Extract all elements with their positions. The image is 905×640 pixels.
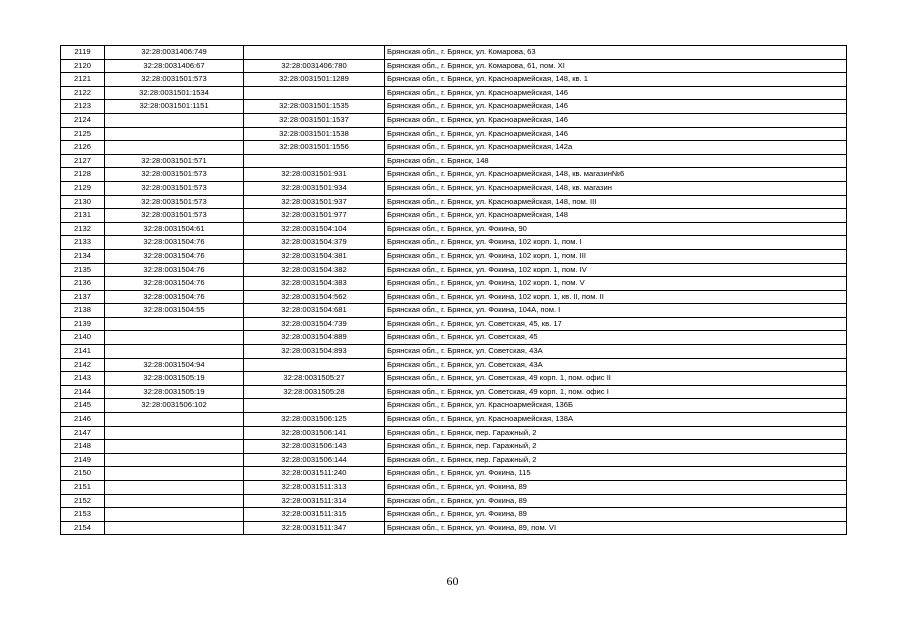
land-cadastral-cell: 32:28:0031501:573 [105, 209, 244, 223]
table-row [61, 195, 847, 209]
land-cadastral-cell: 32:28:0031504:76 [105, 263, 244, 277]
address-cell: Брянская обл., г. Брянск, ул. Красноармейская, 146 [385, 113, 847, 127]
table-row [61, 46, 847, 60]
table-row [61, 426, 847, 440]
building-cadastral-cell: 32:28:0031406:780 [244, 59, 385, 73]
table-row [61, 453, 847, 467]
table-row [61, 113, 847, 127]
table-body [61, 46, 847, 535]
land-cadastral-cell: 32:28:0031505:19 [105, 385, 244, 399]
row-number-cell: 2141 [61, 345, 105, 359]
row-number-cell: 2140 [61, 331, 105, 345]
land-cadastral-cell: 32:28:0031501:571 [105, 154, 244, 168]
table-row [61, 59, 847, 73]
building-cadastral-cell: 32:28:0031511:347 [244, 521, 385, 535]
address-cell: Брянская обл., г. Брянск, ул. Фокина, 89, пом. VI [385, 521, 847, 535]
address-cell: Брянская обл., г. Брянск, ул. Фокина, 89 [385, 494, 847, 508]
address-cell: Брянская обл., г. Брянск, ул. Красноармейская, 136Б [385, 399, 847, 413]
table-row [61, 399, 847, 413]
address-cell: Брянская обл., г. Брянск, пер. Гаражный, 2 [385, 453, 847, 467]
building-cadastral-cell: 32:28:0031504:893 [244, 345, 385, 359]
land-cadastral-cell [105, 426, 244, 440]
land-cadastral-cell [105, 413, 244, 427]
row-number-cell: 2144 [61, 385, 105, 399]
building-cadastral-cell [244, 358, 385, 372]
address-cell: Брянская обл., г. Брянск, ул. Советская, 43А [385, 345, 847, 359]
building-cadastral-cell: 32:28:0031504:681 [244, 304, 385, 318]
address-cell: Брянская обл., г. Брянск, ул. Красноармейская, 142а [385, 141, 847, 155]
land-cadastral-cell [105, 440, 244, 454]
page-number: 60 [446, 574, 459, 588]
land-cadastral-cell: 32:28:0031506:102 [105, 399, 244, 413]
row-number-cell: 2152 [61, 494, 105, 508]
row-number-cell: 2147 [61, 426, 105, 440]
address-cell: Брянская обл., г. Брянск, ул. Фокина, 89 [385, 508, 847, 522]
row-number-cell: 2119 [61, 46, 105, 60]
row-number-cell: 2127 [61, 154, 105, 168]
building-cadastral-cell: 32:28:0031505:28 [244, 385, 385, 399]
row-number-cell: 2142 [61, 358, 105, 372]
land-cadastral-cell: 32:28:0031406:67 [105, 59, 244, 73]
land-cadastral-cell [105, 331, 244, 345]
building-cadastral-cell: 32:28:0031501:937 [244, 195, 385, 209]
row-number-cell: 2145 [61, 399, 105, 413]
row-number-cell: 2136 [61, 277, 105, 291]
land-cadastral-cell: 32:28:0031501:1534 [105, 86, 244, 100]
row-number-cell: 2130 [61, 195, 105, 209]
land-cadastral-cell [105, 481, 244, 495]
table-row [61, 127, 847, 141]
land-cadastral-cell [105, 141, 244, 155]
land-cadastral-cell [105, 113, 244, 127]
table-row [61, 331, 847, 345]
land-cadastral-cell: 32:28:0031505:19 [105, 372, 244, 386]
table-row [61, 304, 847, 318]
building-cadastral-cell: 32:28:0031504:562 [244, 290, 385, 304]
table-row [61, 290, 847, 304]
property-table [60, 45, 847, 535]
land-cadastral-cell: 32:28:0031501:573 [105, 195, 244, 209]
row-number-cell: 2143 [61, 372, 105, 386]
building-cadastral-cell: 32:28:0031501:931 [244, 168, 385, 182]
table-row [61, 236, 847, 250]
building-cadastral-cell: 32:28:0031504:739 [244, 317, 385, 331]
table-row [61, 222, 847, 236]
address-cell: Брянская обл., г. Брянск, ул. Фокина, 102 корп. 1, пом. V [385, 277, 847, 291]
land-cadastral-cell: 32:28:0031501:1151 [105, 100, 244, 114]
table-row [61, 372, 847, 386]
table-row [61, 345, 847, 359]
building-cadastral-cell: 32:28:0031504:889 [244, 331, 385, 345]
row-number-cell: 2132 [61, 222, 105, 236]
row-number-cell: 2124 [61, 113, 105, 127]
building-cadastral-cell: 32:28:0031506:125 [244, 413, 385, 427]
row-number-cell: 2122 [61, 86, 105, 100]
building-cadastral-cell: 32:28:0031505:27 [244, 372, 385, 386]
land-cadastral-cell [105, 317, 244, 331]
address-cell: Брянская обл., г. Брянск, ул. Красноармейская, 138А [385, 413, 847, 427]
building-cadastral-cell: 32:28:0031501:934 [244, 181, 385, 195]
building-cadastral-cell: 32:28:0031506:144 [244, 453, 385, 467]
building-cadastral-cell: 32:28:0031504:379 [244, 236, 385, 250]
address-cell: Брянская обл., г. Брянск, ул. Красноармейская, 148, кв. 1 [385, 73, 847, 87]
address-cell: Брянская обл., г. Брянск, ул. Красноармейская, 146 [385, 86, 847, 100]
row-number-cell: 2151 [61, 481, 105, 495]
table-row [61, 413, 847, 427]
address-cell: Брянская обл., г. Брянск, ул. Красноармейская, 148, кв. магазин [385, 181, 847, 195]
land-cadastral-cell: 32:28:0031504:76 [105, 277, 244, 291]
address-cell: Брянская обл., г. Брянск, ул. Советская, 45, кв. 17 [385, 317, 847, 331]
land-cadastral-cell: 32:28:0031501:573 [105, 168, 244, 182]
building-cadastral-cell: 32:28:0031501:977 [244, 209, 385, 223]
table-row [61, 86, 847, 100]
row-number-cell: 2133 [61, 236, 105, 250]
table-row [61, 317, 847, 331]
address-cell: Брянская обл., г. Брянск, ул. Красноармейская, 146 [385, 100, 847, 114]
building-cadastral-cell: 32:28:0031506:141 [244, 426, 385, 440]
table-row [61, 494, 847, 508]
building-cadastral-cell: 32:28:0031501:1537 [244, 113, 385, 127]
land-cadastral-cell [105, 127, 244, 141]
building-cadastral-cell: 32:28:0031504:104 [244, 222, 385, 236]
building-cadastral-cell: 32:28:0031511:240 [244, 467, 385, 481]
land-cadastral-cell: 32:28:0031504:76 [105, 249, 244, 263]
table-row [61, 263, 847, 277]
table-row [61, 154, 847, 168]
building-cadastral-cell: 32:28:0031511:315 [244, 508, 385, 522]
table-row [61, 100, 847, 114]
land-cadastral-cell: 32:28:0031504:55 [105, 304, 244, 318]
row-number-cell: 2128 [61, 168, 105, 182]
table-row [61, 521, 847, 535]
building-cadastral-cell: 32:28:0031511:314 [244, 494, 385, 508]
building-cadastral-cell: 32:28:0031504:381 [244, 249, 385, 263]
table-row [61, 467, 847, 481]
table-row [61, 249, 847, 263]
address-cell: Брянская обл., г. Брянск, ул. Комарова, 63 [385, 46, 847, 60]
land-cadastral-cell [105, 494, 244, 508]
building-cadastral-cell [244, 46, 385, 60]
address-cell: Брянская обл., г. Брянск, ул. Фокина, 102 корп. 1, пом. IV [385, 263, 847, 277]
building-cadastral-cell: 32:28:0031501:1289 [244, 73, 385, 87]
address-cell: Брянская обл., г. Брянск, ул. Фокина, 102 корп. 1, кв. II, пом. II [385, 290, 847, 304]
address-cell: Брянская обл., г. Брянск, ул. Фокина, 102 корп. 1, пом. III [385, 249, 847, 263]
address-cell: Брянская обл., г. Брянск, ул. Фокина, 89 [385, 481, 847, 495]
building-cadastral-cell: 32:28:0031504:382 [244, 263, 385, 277]
address-cell: Брянская обл., г. Брянск, ул. Комарова, 61, пом. XI [385, 59, 847, 73]
address-cell: Брянская обл., г. Брянск, ул. Красноармейская, 148, пом. III [385, 195, 847, 209]
table-row [61, 181, 847, 195]
address-cell: Брянская обл., г. Брянск, ул. Красноармейская, 146 [385, 127, 847, 141]
land-cadastral-cell [105, 508, 244, 522]
table-row [61, 209, 847, 223]
table-row [61, 168, 847, 182]
table-row [61, 277, 847, 291]
address-cell: Брянская обл., г. Брянск, ул. Красноармейская, 148 [385, 209, 847, 223]
address-cell: Брянская обл., г. Брянск, ул. Фокина, 115 [385, 467, 847, 481]
table-row [61, 385, 847, 399]
building-cadastral-cell: 32:28:0031501:1535 [244, 100, 385, 114]
address-cell: Брянская обл., г. Брянск, пер. Гаражный, 2 [385, 426, 847, 440]
address-cell: Брянская обл., г. Брянск, ул. Советская, 49 корп. 1, пом. офис I [385, 385, 847, 399]
land-cadastral-cell: 32:28:0031501:573 [105, 73, 244, 87]
address-cell: Брянская обл., г. Брянск, ул. Фокина, 102 корп. 1, пом. I [385, 236, 847, 250]
table-row [61, 440, 847, 454]
land-cadastral-cell: 32:28:0031504:94 [105, 358, 244, 372]
address-cell: Брянская обл., г. Брянск, ул. Советская, 43А [385, 358, 847, 372]
building-cadastral-cell [244, 399, 385, 413]
address-cell: Брянская обл., г. Брянск, пер. Гаражный, 2 [385, 440, 847, 454]
building-cadastral-cell [244, 154, 385, 168]
land-cadastral-cell: 32:28:0031504:76 [105, 290, 244, 304]
building-cadastral-cell: 32:28:0031501:1538 [244, 127, 385, 141]
row-number-cell: 2149 [61, 453, 105, 467]
row-number-cell: 2135 [61, 263, 105, 277]
land-cadastral-cell [105, 521, 244, 535]
address-cell: Брянская обл., г. Брянск, 148 [385, 154, 847, 168]
land-cadastral-cell [105, 453, 244, 467]
row-number-cell: 2153 [61, 508, 105, 522]
building-cadastral-cell: 32:28:0031506:143 [244, 440, 385, 454]
row-number-cell: 2146 [61, 413, 105, 427]
row-number-cell: 2150 [61, 467, 105, 481]
row-number-cell: 2138 [61, 304, 105, 318]
row-number-cell: 2126 [61, 141, 105, 155]
address-cell: Брянская обл., г. Брянск, ул. Советская, 49 корп. 1, пом. офис II [385, 372, 847, 386]
address-cell: Брянская обл., г. Брянск, ул. Советская, 45 [385, 331, 847, 345]
table-row [61, 358, 847, 372]
table-row [61, 141, 847, 155]
building-cadastral-cell [244, 86, 385, 100]
row-number-cell: 2139 [61, 317, 105, 331]
row-number-cell: 2131 [61, 209, 105, 223]
row-number-cell: 2134 [61, 249, 105, 263]
address-cell: Брянская обл., г. Брянск, ул. Красноармейская, 148, кв. магазин№6 [385, 168, 847, 182]
row-number-cell: 2121 [61, 73, 105, 87]
building-cadastral-cell: 32:28:0031501:1556 [244, 141, 385, 155]
land-cadastral-cell [105, 345, 244, 359]
address-cell: Брянская обл., г. Брянск, ул. Фокина, 104А, пом. I [385, 304, 847, 318]
row-number-cell: 2137 [61, 290, 105, 304]
address-cell: Брянская обл., г. Брянск, ул. Фокина, 90 [385, 222, 847, 236]
table-row [61, 73, 847, 87]
row-number-cell: 2129 [61, 181, 105, 195]
row-number-cell: 2154 [61, 521, 105, 535]
table-row [61, 508, 847, 522]
table-row [61, 481, 847, 495]
building-cadastral-cell: 32:28:0031511:313 [244, 481, 385, 495]
building-cadastral-cell: 32:28:0031504:383 [244, 277, 385, 291]
land-cadastral-cell [105, 467, 244, 481]
land-cadastral-cell: 32:28:0031501:573 [105, 181, 244, 195]
land-cadastral-cell: 32:28:0031504:76 [105, 236, 244, 250]
row-number-cell: 2125 [61, 127, 105, 141]
row-number-cell: 2120 [61, 59, 105, 73]
row-number-cell: 2123 [61, 100, 105, 114]
row-number-cell: 2148 [61, 440, 105, 454]
land-cadastral-cell: 32:28:0031504:61 [105, 222, 244, 236]
land-cadastral-cell: 32:28:0031406:749 [105, 46, 244, 60]
